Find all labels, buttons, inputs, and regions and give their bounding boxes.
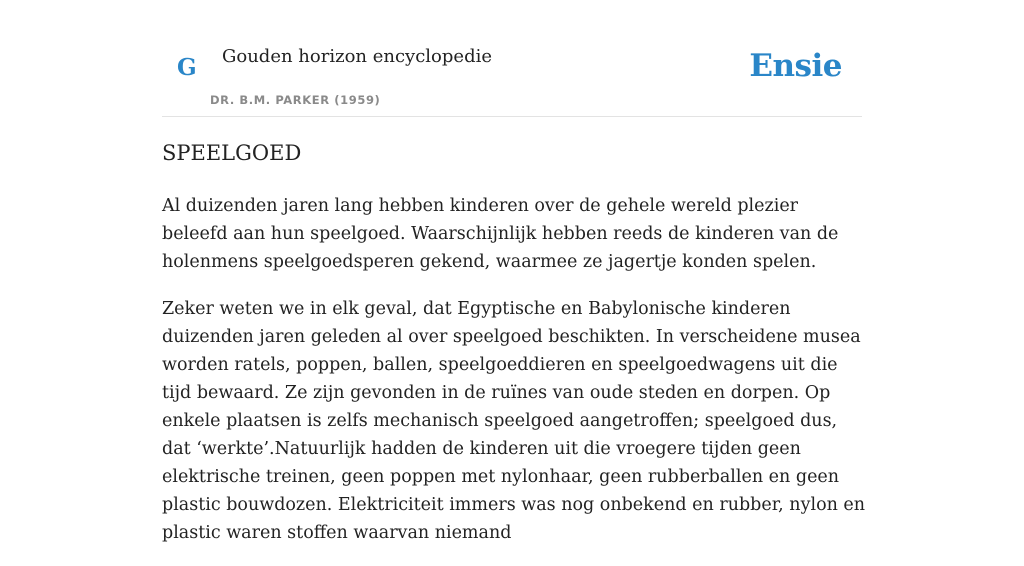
article-paragraph: Zeker weten we in elk geval, dat Egyptische en Babylonische kinderen duizenden jaren geleden al over speelgoed beschikten. In verscheidene musea worden ratels, poppen, ballen, speelgoeddieren en speelgoedwagens uit die tijd bewaard. Ze zijn gevonden in de ruïnes van oude steden en dorpen. Op enkele plaatsen is zelfs mechanisch speelgoed aangetroffen; speelgoed dus, dat ‘werkte’.Natuurlijk hadden de kinderen uit die vroegere tijden geen elektrische treinen, geen poppen met nylonhaar, geen rubberballen en geen plastic bouwdozen. Elektriciteit immers was nog onbekend en rubber, nylon en plastic waren stoffen waarvan niemand bbox=[162, 299, 866, 543]
source-title-link[interactable]: Gouden horizon encyclopedie bbox=[222, 46, 492, 67]
article-header bbox=[162, 0, 862, 117]
article-body bbox=[162, 192, 868, 566]
source-logo[interactable]: G bbox=[177, 54, 197, 81]
article-paragraph: Al duizenden jaren lang hebben kinderen over de gehele wereld plezier beleefd aan hun speelgoed. Waarschijnlijk hebben reeds de kinderen van de holenmens speelgoedsperen gekend, waarmee ze jagertje konden spelen. bbox=[162, 196, 839, 272]
source-author: DR. B.M. PARKER (1959) bbox=[210, 93, 381, 107]
article-page bbox=[162, 0, 866, 543]
brand-logo[interactable]: Ensie bbox=[749, 48, 842, 84]
article-title: SPEELGOED bbox=[162, 141, 302, 165]
